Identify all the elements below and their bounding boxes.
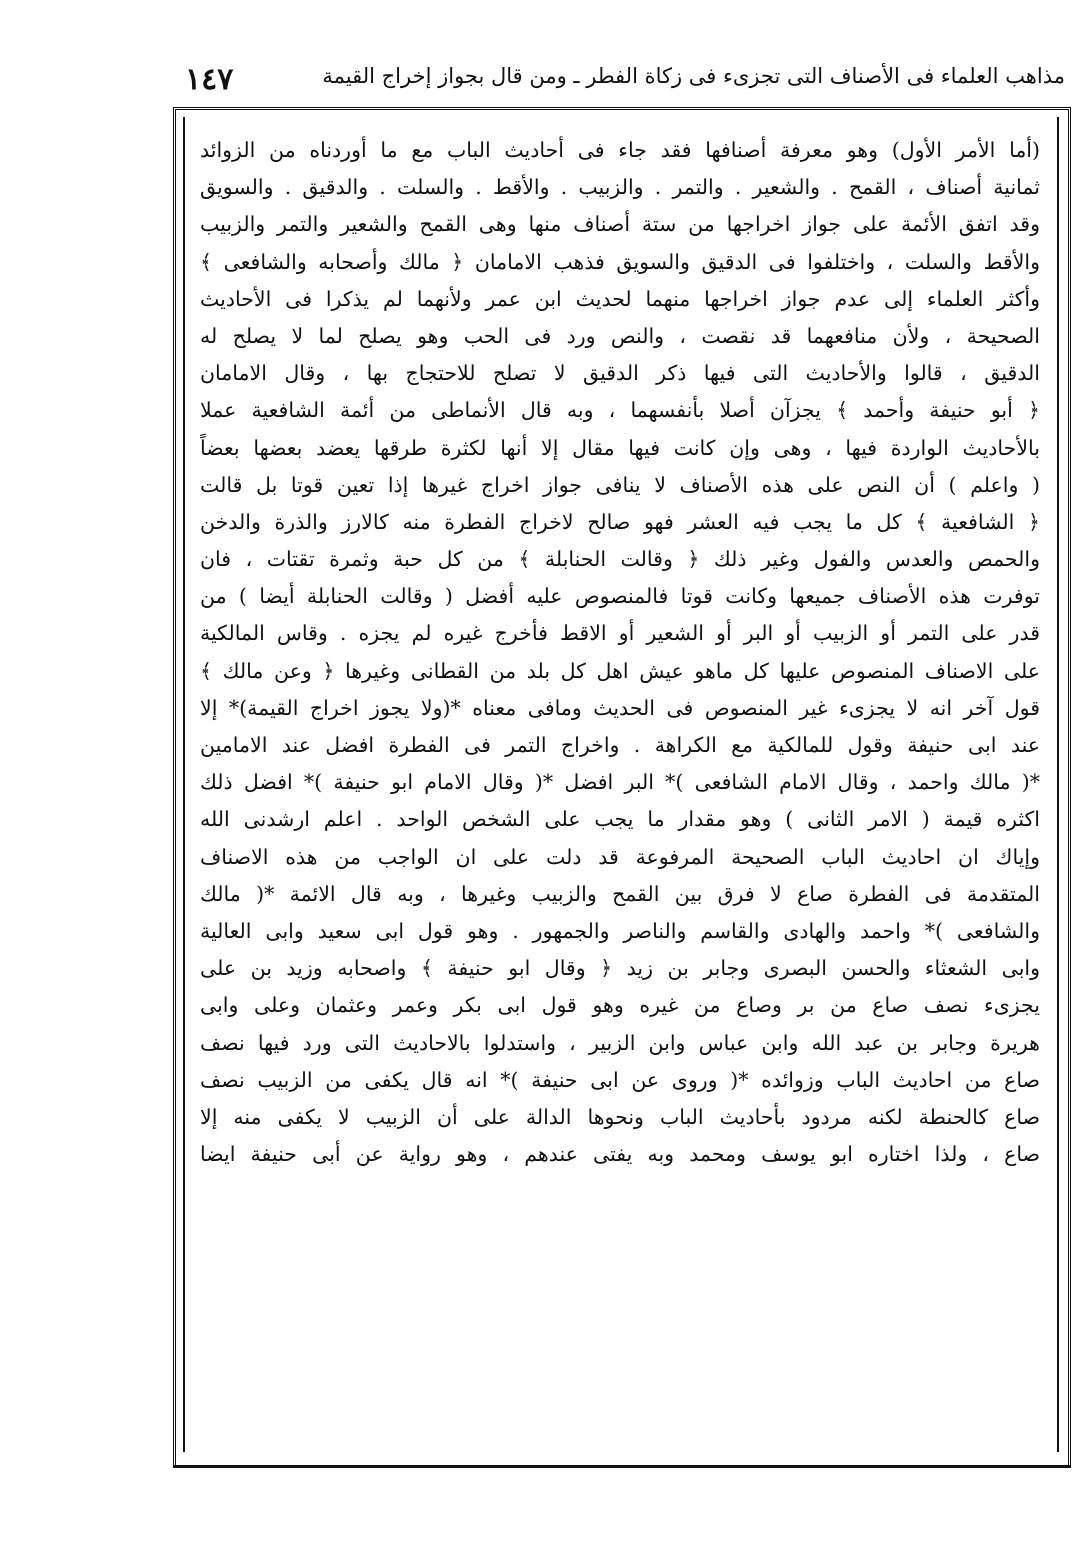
text-line: هريرة وجابر بن عبد الله وابن عباس وابن الزبير ، واستدلوا بالاحاديث التى ورد فيها نصف bbox=[200, 1030, 1040, 1055]
text-line: ثمانية أصناف ، القمح . والشعير . والتمر . والزبيب . والأقط . والسلت . والدقيق . والسويق bbox=[200, 175, 1040, 200]
text-line: ﴿ أبو حنيفة وأحمد ﴾ يجزآن أصلا بأنفسهما ، وبه قال الأنماطى من أئمة الشافعية عملا bbox=[200, 398, 1040, 423]
page-number: ١٤٧ bbox=[185, 62, 234, 97]
running-title: مذاهب العلماء فى الأصناف التى تجزىء فى زكاة الفطر ـ ومن قال بجواز إخراج القيمة bbox=[322, 64, 1065, 88]
text-line: *( مالك واحمد ، وقال الامام الشافعى )* البر افضل *( وقال الامام ابو حنيفة )* افضل ذلك bbox=[200, 770, 1040, 795]
text-line: والحمص والعدس والفول وغير ذلك ﴿ وقالت الحنابلة ﴾ من كل حبة وثمرة تقتات ، فان bbox=[200, 547, 1040, 572]
text-line: (أما الأمر الأول) وهو معرفة أصنافها فقد جاء فى أحاديث الباب مع ما أوردناه من الزوائد bbox=[200, 138, 1040, 162]
text-line: وإياك ان احاديث الباب الصحيحة المرفوعة قد دلت على ان الواجب من هذه الاصناف bbox=[200, 844, 1040, 869]
text-line: توفرت هذه الأصناف جميعها وكانت قوتا فالمنصوص عليه أفضل ( وقالت الحنابلة أيضا ) من bbox=[200, 584, 1040, 609]
text-line: وابى الشعثاء والحسن البصرى وجابر بن زيد ﴿ وقال ابو حنيفة ﴾ واصحابه وزيد بن على bbox=[200, 956, 1040, 981]
bottom-rule bbox=[173, 1465, 1071, 1467]
text-line: صاع من احاديث الباب وزوائده *( وروى عن ابى حنيفة )* انه قال يكفى من الزبيب نصف bbox=[200, 1067, 1040, 1092]
text-line: وأكثر العلماء إلى عدم جواز اخراجها منهما لحديث ابن عمر ولأنهما لم يذكرا فى الأحاديث bbox=[200, 286, 1040, 311]
text-line: على الاصناف المنصوص عليها كل ماهو عيش اهل كل بلد من القطانى وغيرها ﴿ وعن مالك ﴾ bbox=[200, 658, 1040, 683]
body-text bbox=[200, 132, 1040, 1173]
text-line: اكثره قيمة ( الامر الثانى ) وهو مقدار ما يجب على الشخص الواحد . اعلم ارشدنى الله bbox=[200, 807, 1040, 832]
text-line: الصحيحة ، ولأن منافعهما قد نقصت ، والنص ورد فى الحب وهو يصلح لما لا يصلح له bbox=[200, 323, 1040, 348]
text-line: والأقط والسلت ، واختلفوا فى الدقيق والسويق فذهب الامامان ﴿ مالك وأصحابه والشافعى ﴾ bbox=[200, 249, 1040, 274]
text-line: بالأحاديث الواردة فيها ، وهى وإن كانت فيها مقال إلا أنها لكثرة طرقها يعضد بعضها بعضاً bbox=[200, 435, 1040, 460]
text-line: صاع كالحنطة لكنه مردود بأحاديث الباب ونحوها الدالة على أن الزبيب لا يكفى منه إلا bbox=[200, 1104, 1040, 1129]
text-line: قول آخر انه لا يجزىء غير المنصوص فى الحديث ومافى معناه *(ولا يجوز اخراج القيمة)* إلا bbox=[200, 695, 1040, 720]
text-line: وقد اتفق الأئمة على جواز اخراجها من ستة أصناف منها وهى القمح والشعير والتمر والزبيب bbox=[200, 212, 1040, 237]
text-line: المتقدمة فى الفطرة صاع لا فرق بين القمح والزبيب وغيرها ، وبه قال الائمة *( مالك bbox=[200, 881, 1040, 906]
text-line: عند ابى حنيفة وقول للمالكية مع الكراهة . واخراج التمر فى الفطرة افضل عند الامامين bbox=[200, 733, 1040, 757]
page-header bbox=[185, 62, 1065, 108]
text-line: قدر على التمر أو الزبيب أو البر أو الشعير أو الاقط فأخرج غيره لم يجزه . وقاس المالكية bbox=[200, 621, 1040, 646]
text-line: والشافعى )* واحمد والهادى والقاسم والناصر والجمهور . وهو قول ابى سعيد وابى العالية bbox=[200, 918, 1040, 943]
text-line: ﴿ الشافعية ﴾ كل ما يجب فيه العشر فهو صالح لاخراج الفطرة منه كالارز والذرة والدخن bbox=[200, 509, 1040, 534]
text-line: ( واعلم ) أن النص على هذه الأصناف لا ينافى جواز اخراج غيرها إذا تعين قوتا بل قالت bbox=[200, 472, 1040, 497]
text-line: الدقيق ، قالوا والأحاديث التى فيها ذكر الدقيق لا تصلح للاحتجاج بها ، وقال الامامان bbox=[200, 361, 1040, 386]
text-line: صاع ، ولذا اختاره ابو يوسف ومحمد وبه يفتى عندهم ، وهو رواية عن أبى حنيفة ايضا bbox=[200, 1142, 1040, 1167]
text-line: يجزىء نصف صاع من بر وصاع من غيره وهو قول ابى بكر وعمر وعثمان وعلى وابى bbox=[200, 993, 1040, 1018]
